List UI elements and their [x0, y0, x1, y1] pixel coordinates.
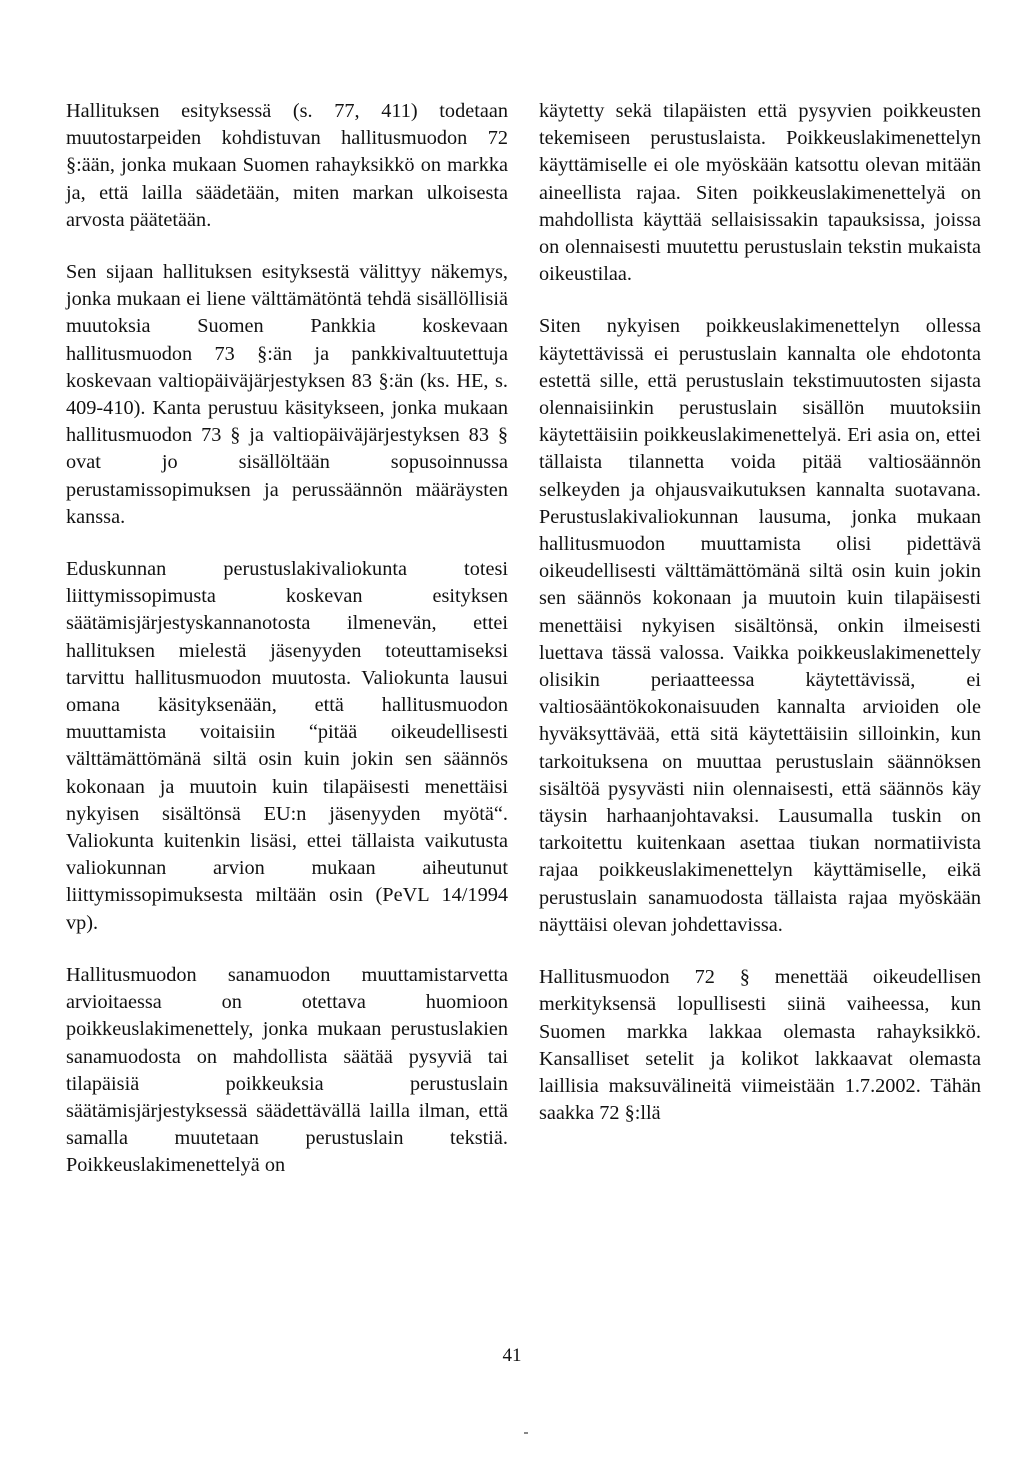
paragraph: Hallitusmuodon sanamuodon muuttamistarvetta arvioitaessa on otettava huomioon poikkeuslakimenettely, jonka mukaan perustuslakien sanamuodosta on mahdollista säätää pysyviä tai tilapäisiä poikkeuksia perustuslain säätämisjärjestyksessä säädettävällä lailla ilman, että samalla muutetaan perustuslain tekstiä. Poikkeuslakimenettelyä on	[66, 963, 508, 1177]
scan-speck	[524, 1432, 528, 1434]
paragraph: Siten nykyisen poikkeuslakimenettelyn ollessa käytettävissä ei perustuslain kannalta ole ehdotonta estettä sille, että perustuslain tekstimuutosten sijasta olennaisiinkin perustuslain sisällön muutoksiin käytettäisiin poikkeuslakimenettelyä. Eri asia on, ettei tällaista tilannetta voida pitää valtiosäännön selkeyden ja ohjausvaikutuksen kannalta suotavana. Perustuslakivaliokunnan lausuma, jonka mukaan hallitusmuodon muuttamista olisi pidettävä oikeudellisesti välttämättömänä siltä osin kuin jokin sen säännös kokonaan ja muutoin kuin tilapäisesti menettäisi nykyisen sisältönsä, onkin ilmeisesti luettava tässä valossa. Vaikka poikkeuslakimenettely olisikin periaatteessa käytettävissä, ei valtiosääntökokonaisuuden kannalta arvioiden ole hyväksyttävää, että sitä käytettäisiin silloinkin, kun tarkoituksena on muuttaa perustuslain säännöksen sisältöä pysyvästi niin olennaisesti, että säännös käy täysin harhaanjohtavaksi. Lausumalla tuskin on tarkoitettu kuitenkaan asettaa tiukan normatiivista rajaa poikkeuslakimenettelyn käyttämiselle, eikä perustuslain sanamuodosta tällaista rajaa myöskään näyttäisi olevan johdettavissa.	[539, 315, 981, 936]
paragraph: Eduskunnan perustuslakivaliokunta totesi liittymissopimusta koskevan esityksen säätämisjärjestyskannanotosta ilmenevän, ettei hallituksen mielestä jäsenyyden toteuttamiseksi tarvittu hallitusmuodon muutosta. Valiokunta lausui omana käsityksenään, että hallitusmuodon muuttamista voitaisiin “pitää oikeudellisesti välttämättömänä siltä osin kuin jokin sen säännös kokonaan ja muutoin kuin tilapäisesti menettäisi nykyisen sisältönsä EU:n jäsenyyden myötä“. Valiokunta kuitenkin lisäsi, ettei tällaista vaikutusta valiokunnan arvion mukaan aiheutunut liittymissopimuksesta miltään osin (PeVL 14/1994 vp).	[66, 558, 508, 934]
paragraph: Hallituksen esityksessä (s. 77, 411) todetaan muutostarpeiden kohdistuvan hallitusmuodon 72 §:ään, jonka mukaan Suomen rahayksikkö on markka ja, että lailla säädetään, miten markan ulkoisesta arvosta päätetään.	[66, 100, 508, 231]
paragraph: Sen sijaan hallituksen esityksestä välittyy näkemys, jonka mukaan ei liene välttämätöntä tehdä sisällöllisiä muutoksia Suomen Pankkia koskevaan hallitusmuodon 73 §:än ja pankkivaltuutettuja koskevaan valtiopäiväjärjestyksen 83 §:än (ks. HE, s. 409-410). Kanta perustuu käsitykseen, jonka mukaan hallitusmuodon 73 § ja valtiopäiväjärjestyksen 83 § ovat jo sisällöltään sopusoinnussa perustamissopimuksen ja perussäännön määräysten kanssa.	[66, 261, 508, 528]
paragraph: Hallitusmuodon 72 § menettää oikeudellisen merkityksensä lopullisesti siinä vaiheessa, kun Suomen markka lakkaa olemasta rahayksikkö. Kansalliset setelit ja kolikot lakkaavat olemasta laillisia maksuvälineitä viimeistään 1.7.2002. Tähän saakka 72 §:llä	[539, 966, 981, 1125]
right-column	[539, 98, 981, 1152]
paragraph: käytetty sekä tilapäisten että pysyvien poikkeusten tekemiseen perustuslaista. Poikkeuslakimenettelyn käyttämiselle ei ole myöskään katsottu olevan mitään aineellista rajaa. Siten poikkeuslakimenettelyä on mahdollista käyttää sellaisissakin tapauksissa, joissa on olennaisesti muutettu perustuslain tekstin mukaista oikeustilaa.	[539, 100, 981, 286]
left-column	[66, 98, 508, 1205]
page-number: 41	[502, 1345, 522, 1366]
